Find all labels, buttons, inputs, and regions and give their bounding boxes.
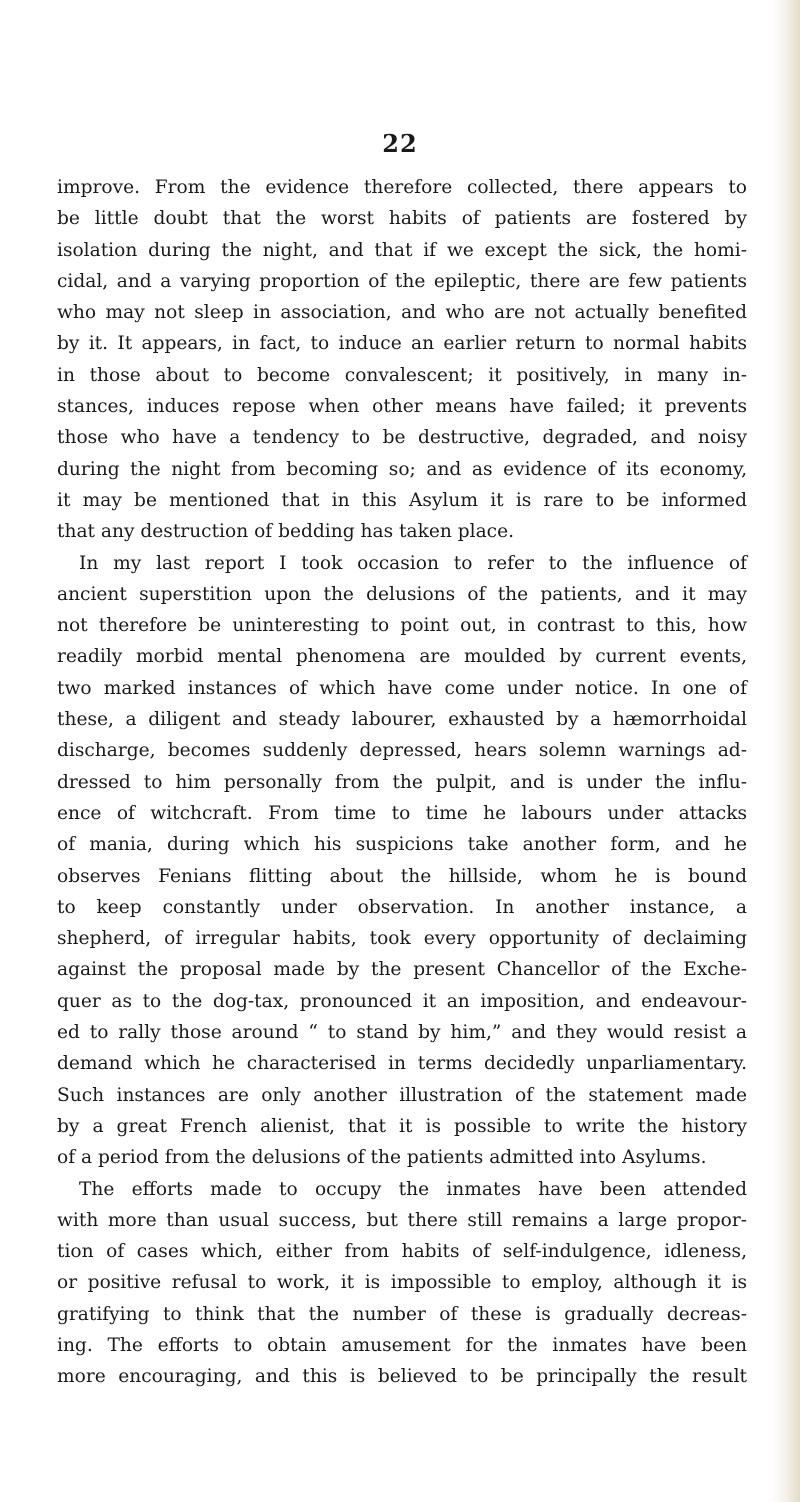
text-line: be little doubt that the worst habits of patients are fostered by (57, 208, 747, 230)
text-line: quer as to the dog-tax, pronounced it an imposition, and endeavour- (57, 990, 747, 1012)
text-line: more encouraging, and this is believed to be principally the result (57, 1366, 747, 1388)
text-line: it may be mentioned that in this Asylum it is rare to be informed (57, 489, 747, 511)
text-line: cidal, and a varying proportion of the epileptic, there are few patients (57, 270, 747, 292)
text-line: gratifying to think that the number of these is gradually decreas- (57, 1303, 747, 1325)
text-line: tion of cases which, either from habits of self-indulgence, idleness, (57, 1241, 747, 1263)
text-line: of mania, during which his suspicions take another form, and he (57, 834, 747, 856)
text-line: stances, induces repose when other means have failed; it prevents (57, 396, 747, 418)
text-line: that any destruction of bedding has taken place. (57, 521, 515, 543)
text-line: discharge, becomes suddenly depressed, hears solemn warnings ad- (57, 740, 747, 762)
text-line: two marked instances of which have come under notice. In one of (57, 677, 747, 699)
text-line: shepherd, of irregular habits, took every opportunity of declaiming (57, 928, 747, 950)
text-line: Such instances are only another illustration of the statement made (57, 1084, 747, 1106)
page-edge-shadow (770, 0, 800, 1502)
text-line: or positive refusal to work, it is impossible to employ, although it is (57, 1272, 747, 1294)
text-line: ed to rally those around “ to stand by him,” and they would resist a (57, 1022, 747, 1044)
text-line: demand which he characterised in terms decidedly unparliamentary. (57, 1053, 747, 1075)
text-line: to keep constantly under observation. In another instance, a (57, 896, 747, 918)
text-line: The efforts made to occupy the inmates have been attended (79, 1178, 747, 1200)
text-line: ing. The efforts to obtain amusement for the inmates have been (57, 1334, 747, 1356)
page-number: 22 (382, 129, 418, 158)
body-text (57, 172, 747, 1393)
text-line: of a period from the delusions of the patients admitted into Asylums. (57, 1147, 707, 1169)
text-line: improve. From the evidence therefore collected, there appears to (57, 177, 747, 198)
text-line: isolation during the night, and that if we except the sick, the homi- (57, 239, 747, 261)
text-line: against the proposal made by the present Chancellor of the Exche- (57, 959, 747, 981)
text-line: ence of witchcraft. From time to time he labours under attacks (57, 802, 747, 824)
text-line: In my last report I took occasion to refer to the influence of (79, 552, 747, 574)
text-line: these, a diligent and steady labourer, exhausted by a hæmorrhoidal (57, 709, 747, 731)
text-line: in those about to become convalescent; it positively, in many in- (57, 364, 747, 386)
text-line: by it. It appears, in fact, to induce an earlier return to normal habits (57, 333, 747, 355)
text-line: not therefore be uninteresting to point out, in contrast to this, how (57, 615, 747, 637)
text-line: with more than usual success, but there still remains a large propor- (57, 1209, 747, 1231)
text-line: by a great French alienist, that it is possible to write the history (57, 1115, 747, 1137)
text-line: ancient superstition upon the delusions of the patients, and it may (57, 583, 747, 605)
text-line: observes Fenians flitting about the hillside, whom he is bound (57, 865, 747, 887)
text-line: dressed to him personally from the pulpit, and is under the influ- (57, 771, 747, 793)
text-line: during the night from becoming so; and as evidence of its economy, (57, 458, 747, 480)
text-line: readily morbid mental phenomena are moulded by current events, (57, 646, 747, 668)
text-line: those who have a tendency to be destructive, degraded, and noisy (57, 427, 747, 449)
text-line: who may not sleep in association, and who are not actually benefited (57, 302, 747, 324)
